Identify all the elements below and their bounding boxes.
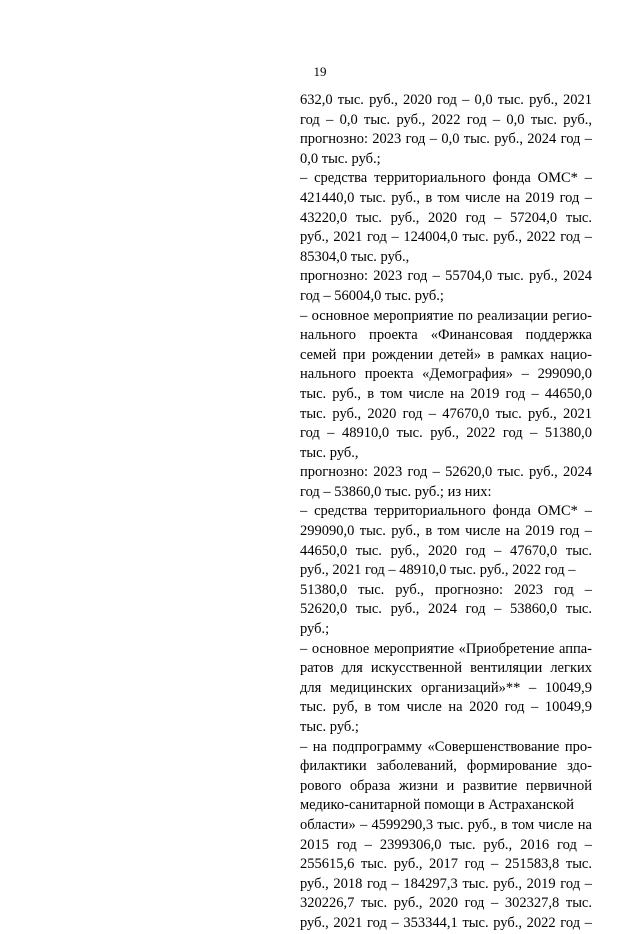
text-line: 299090,0 тыс. руб., в том числе на 2019 год –: [300, 523, 592, 540]
text-line: руб., 2021 год – 353344,1 тыс. руб., 2022 год –: [300, 914, 592, 931]
text-line: тыс. руб, в том числе на 2020 год – 10049,9: [300, 699, 592, 716]
text-line: медико-санитарной помощи в Астраханской: [300, 797, 575, 814]
text-line: 85304,0 тыс. руб.,: [300, 248, 410, 265]
text-line: год – 48910,0 тыс. руб., 2022 год – 51380,0: [300, 425, 592, 442]
text-line: тыс. руб., 2020 год – 47670,0 тыс. руб., 2021: [300, 405, 592, 422]
text-line: тыс. руб.,: [300, 444, 359, 461]
text-line: руб., 2018 год – 184297,3 тыс. руб., 2019 год –: [300, 875, 592, 892]
text-line: 0,0 тыс. руб.;: [300, 150, 381, 167]
body-text-column: [300, 91, 592, 934]
text-line: год – 53860,0 тыс. руб.; из них:: [300, 483, 492, 500]
text-line: области» – 4599290,3 тыс. руб., в том числе на: [300, 816, 592, 833]
text-line: руб., 2021 год – 48910,0 тыс. руб., 2022 год –: [300, 562, 576, 579]
text-line: – основное мероприятие по реализации регио-: [300, 307, 592, 324]
text-line: нального проекта «Финансовая поддержка: [300, 327, 592, 344]
text-line: тыс. руб.;: [300, 719, 359, 735]
text-line: прогнозно: 2023 год – 55704,0 тыс. руб., 2024: [300, 268, 592, 285]
text-line: 255615,6 тыс. руб., 2017 год – 251583,8 тыс.: [300, 856, 592, 873]
text-line: семей при рождении детей» в рамках нацио-: [300, 346, 592, 363]
text-line: – средства территориального фонда ОМС* –: [300, 170, 592, 187]
text-line: рового образа жизни и развитие первичной: [300, 777, 592, 794]
text-line: нального проекта «Демография» – 299090,0: [300, 366, 592, 383]
text-line: год – 0,0 тыс. руб., 2022 год – 0,0 тыс. руб.,: [300, 111, 592, 128]
text-line: тыс. руб., в том числе на 2019 год – 44650,0: [300, 385, 592, 402]
page-number: 19: [313, 64, 327, 79]
text-line: руб., 2021 год – 124004,0 тыс. руб., 2022 год –: [300, 229, 592, 246]
text-line: 43220,0 тыс. руб., 2020 год – 57204,0 тыс.: [300, 209, 592, 226]
text-line: 51380,0 тыс. руб., прогнозно: 2023 год –: [300, 581, 592, 598]
text-line: 52620,0 тыс. руб., 2024 год – 53860,0 тыс.: [300, 601, 592, 618]
text-line: – на подпрограмму «Совершенствование про-: [300, 738, 592, 755]
text-line: 2015 год – 2399306,0 тыс. руб., 2016 год –: [300, 836, 592, 853]
text-line: 44650,0 тыс. руб., 2020 год – 47670,0 тыс.: [300, 542, 592, 559]
text-line: ратов для искусственной вентиляции легких: [300, 660, 592, 677]
text-line: 320226,7 тыс. руб., 2020 год – 302327,8 тыс.: [300, 895, 592, 912]
text-line: прогнозно: 2023 год – 0,0 тыс. руб., 2024 год –: [300, 131, 592, 148]
text-line: – средства территориального фонда ОМС* –: [300, 503, 592, 520]
text-line: – основное мероприятие «Приобретение аппа-: [300, 640, 592, 657]
text-line: 632,0 тыс. руб., 2020 год – 0,0 тыс. руб., 2021: [300, 92, 592, 108]
text-line: 421440,0 тыс. руб., в том числе на 2019 год –: [300, 189, 592, 206]
text-line: филактики заболеваний, формирование здо-: [300, 758, 592, 775]
text-line: год – 56004,0 тыс. руб.;: [300, 287, 444, 304]
text-line: прогнозно: 2023 год – 52620,0 тыс. руб., 2024: [300, 464, 592, 481]
text-line: руб.;: [300, 621, 330, 638]
text-line: для медицинских организаций»** – 10049,9: [300, 679, 592, 696]
